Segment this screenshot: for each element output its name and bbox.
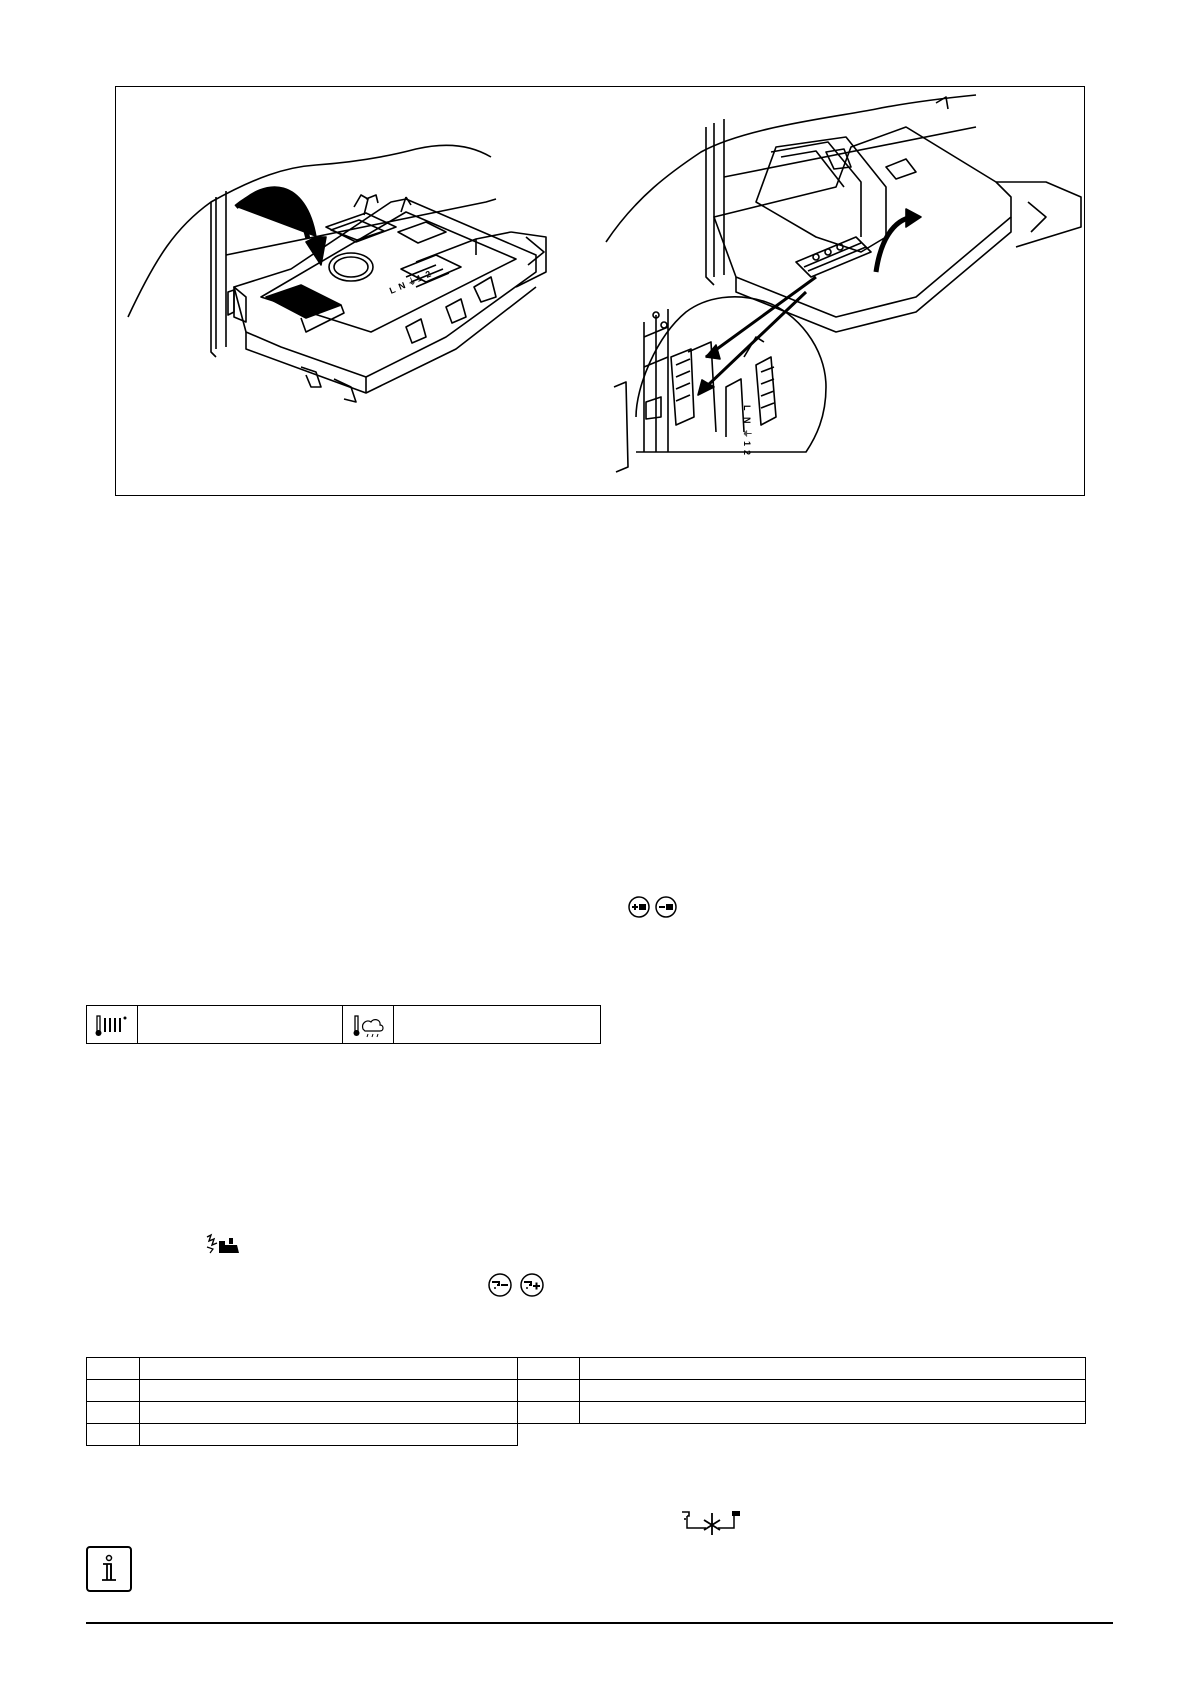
table-cell xyxy=(580,1358,1086,1380)
right-terminal-label-N: N xyxy=(742,417,752,424)
table-cell xyxy=(518,1380,580,1402)
table-cell xyxy=(140,1380,518,1402)
table-cell xyxy=(87,1424,140,1446)
table-row xyxy=(87,1380,1086,1402)
table-cell xyxy=(518,1358,580,1380)
table-cell xyxy=(87,1358,140,1380)
table-cell xyxy=(87,1402,140,1424)
table-cell xyxy=(580,1402,1086,1424)
table-empty-cell xyxy=(518,1424,580,1446)
table-cell xyxy=(518,1402,580,1424)
table-cell xyxy=(140,1358,518,1380)
radiator-temperature-value xyxy=(138,1006,343,1044)
table-cell xyxy=(140,1424,518,1446)
info-icon xyxy=(86,1546,132,1592)
table-row xyxy=(87,1358,1086,1380)
figure-frame xyxy=(115,86,1085,496)
outdoor-temperature-icon xyxy=(343,1007,393,1042)
left-terminal-label-2: 2 xyxy=(424,268,433,280)
minus-heating-icon xyxy=(655,896,677,918)
left-terminal-label-L: L xyxy=(388,284,397,296)
table-row xyxy=(87,1424,1086,1446)
footer-rule xyxy=(86,1622,1113,1624)
parameter-table xyxy=(86,1357,1086,1446)
left-terminal-label-N: N xyxy=(397,280,407,292)
left-terminal-label-1: 1 xyxy=(415,272,424,284)
table-empty-cell xyxy=(580,1424,1086,1446)
table-cell xyxy=(87,1380,140,1402)
left-terminal-label-earth: ⏚ xyxy=(406,275,419,288)
table-cell xyxy=(580,1380,1086,1402)
table-row xyxy=(87,1402,1086,1424)
chimney-sweep-icon xyxy=(205,1233,243,1257)
temperature-table xyxy=(86,1005,601,1044)
radiator-temperature-icon xyxy=(87,1007,137,1042)
plus-dhw-icon xyxy=(520,1273,544,1297)
radiator-temperature-cell xyxy=(87,1006,138,1044)
right-terminal-label-L: L xyxy=(742,405,752,411)
table-cell xyxy=(140,1402,518,1424)
frost-protection-icon xyxy=(680,1508,744,1536)
outdoor-temperature-value xyxy=(393,1006,600,1044)
outdoor-temperature-cell xyxy=(342,1006,393,1044)
right-terminal-label-1: 1 xyxy=(742,441,752,447)
right-terminal-label-2: 2 xyxy=(742,450,752,456)
installation-illustration xyxy=(116,87,1083,494)
right-terminal-label-earth: ⏚ xyxy=(742,429,752,439)
plus-heating-icon xyxy=(628,896,650,918)
minus-dhw-icon xyxy=(488,1273,512,1297)
